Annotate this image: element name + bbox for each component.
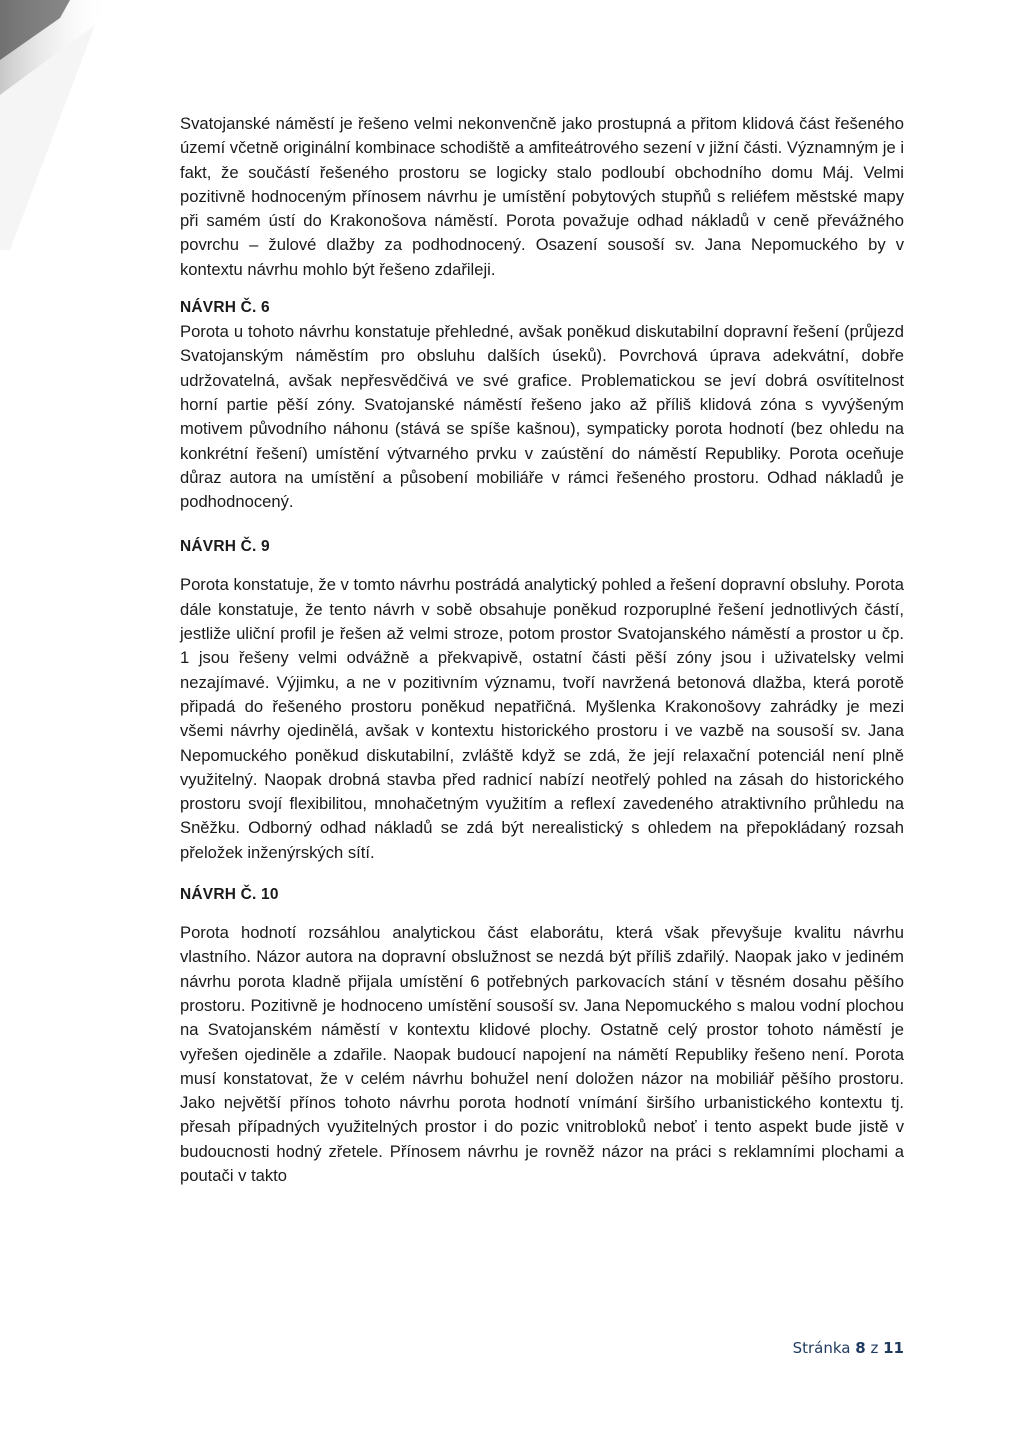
page-number-total: 11 — [883, 1339, 904, 1357]
page-number-prefix: Stránka — [792, 1339, 856, 1357]
section-heading-navrh-10: NÁVRH Č. 10 — [180, 886, 279, 904]
page-number-current: 8 — [855, 1339, 866, 1357]
section-text-navrh-9: Porota konstatuje, že v tomto návrhu postrádá analytický pohled a řešení dopravní obsluhy. Porota dále konstatuje, že tento návrh v sobě obsahuje poněkud rozporuplné řešení jednotlivých částí, jestliže uliční profil je řešen až velmi stroze, potom prostor Svatojanského náměstí a prostor u čp. 1 jsou řešeny velmi odvážně a překvapivě, ostatní části pěší zóny jsou i uživatelsky velmi nezajímavé. Výjimku, a ne v pozitivním významu, tvoří navržená betonová dlažba, která porotě připadá do řešeného prostoru poněkud nepatřičná. Myšlenka Krakonošovy zahrádky je mezi všemi návrhy ojedinělá, avšak v kontextu historického prostoru i ve vazbě na sousoší sv. Jana Nepomuckého poněkud diskutabilní, zvláště když se zdá, že její relaxační potenciál není plně využitelný. Naopak drobná stavba před radnicí nabízí neotřelý pohled na zásah do historického prostoru svojí flexibilitou, mnohačetným využitím a reflexí zavedeného atraktivního průhledu na Sněžku. Odborný odhad nákladů se zdá být nerealistický s ohledem na přepokládaný rozsah přeložek inženýrských sítí. — [180, 575, 904, 862]
page-number-separator: z — [865, 1339, 884, 1357]
section-text-navrh-6: Porota u tohoto návrhu konstatuje přehledné, avšak poněkud diskutabilní dopravní řešení (průjezd Svatojanským náměstím pro obsluhu dalších úseků). Povrchová úprava adekvátní, dobře udržovatelná, avšak nepřesvědčivá ve své grafice. Problematickou se jeví dobrá osvítitelnost horní partie pěší zóny. Svatojanské náměstí řešeno jako až příliš klidová zóna s vyvýšeným motivem původního náhonu (stává se spíše kašnou), sympaticky porota hodnotí (bez ohledu na konkrétní řešení) umístění výtvarného prvku v zaústění do náměstí Republiky. Porota oceňuje důraz autora na umístění a působení mobiliáře v rámci řešeného prostoru. Odhad nákladů je podhodnocený. — [180, 322, 904, 512]
document-page — [180, 112, 904, 1188]
scan-shadow-corner — [0, 0, 140, 260]
section-heading-navrh-9: NÁVRH Č. 9 — [180, 538, 270, 556]
page-number — [793, 1339, 904, 1357]
section-heading-navrh-6: NÁVRH Č. 6 — [180, 299, 270, 317]
paragraph-intro: Svatojanské náměstí je řešeno velmi nekonvenčně jako prostupná a přitom klidová část řešeného území včetně originální kombinace schodiště a amfiteátrového sezení v jižní části. Významným je i fakt, že součástí řešeného prostoru se logicky stalo podloubí obchodního domu Máj. Velmi pozitivně hodnoceným přínosem návrhu je umístění pobytových stupňů s reliéfem městské mapy při samém ústí do Krakonošova náměstí. Porota považuje odhad nákladů v ceně převážného povrchu – žulové dlažby za podhodnocený. Osazení sousoší sv. Jana Nepomuckého by v kontextu návrhu mohlo být řešeno zdařileji. — [180, 114, 905, 279]
section-text-navrh-10: Porota hodnotí rozsáhlou analytickou část elaborátu, která však převyšuje kvalitu návrhu vlastního. Názor autora na dopravní obslužnost se nezdá být příliš zdařilý. Naopak jako v jediném návrhu porota kladně přijala umístění 6 potřebných parkovacích stání v těsném dosahu pěšího prostoru. Pozitivně je hodnoceno umístění sousoší sv. Jana Nepomuckého s malou vodní plochou na Svatojanském náměstí v kontextu klidové plochy. Ostatně celý prostor tohoto náměstí je vyřešen ojediněle a zdařile. Naopak budoucí napojení na námětí Republiky řešeno není. Porota musí konstatovat, že v celém návrhu bohužel není doložen názor na mobiliář pěšího prostoru. Jako největší přínos tohoto návrhu porota hodnotí vnímání širšího urbanistického kontextu tj. přesah případných využitelných prostor i do pozic vnitrobloků neboť i tento aspekt bude jistě v budoucnosti hodný zřetele. Přínosem návrhu je rovněž názor na práci s reklamními plochami a poutači v takto — [180, 923, 904, 1185]
